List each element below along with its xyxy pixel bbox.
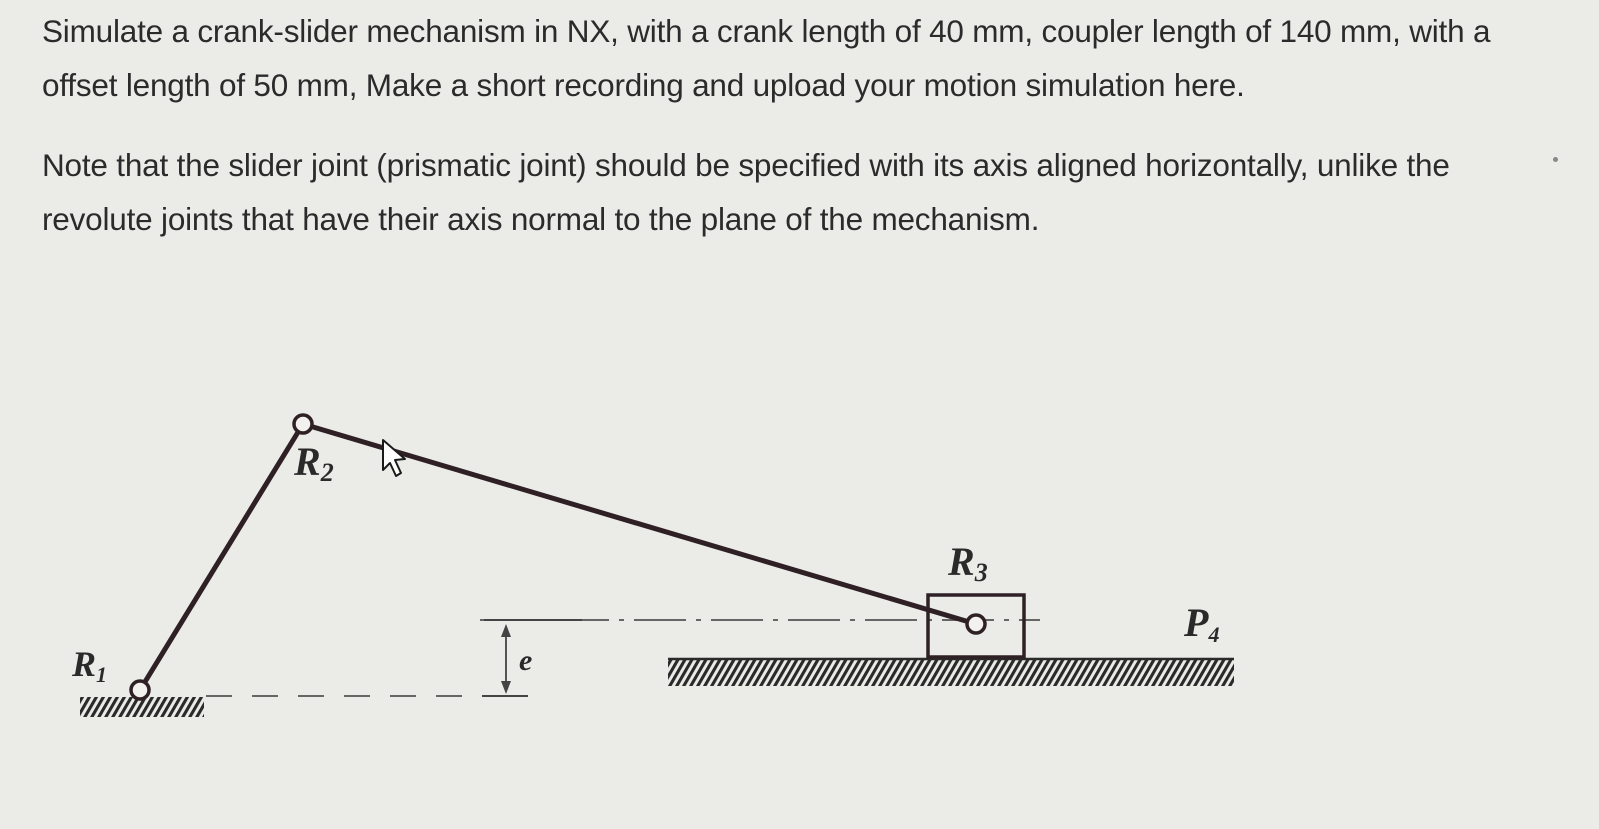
label-p4: P4 [1184,600,1220,647]
question-paragraph-2: Note that the slider joint (prismatic joint) should be specified with its axis aligned horizontally, unlike the revolute joints that have their axis normal to the plane of the mechanism. [42,147,1450,237]
joint-r2 [294,415,312,433]
ground-slider [668,659,1234,686]
label-r2: R2 [294,439,334,487]
mouse-cursor-icon [383,440,405,476]
offset-label: e [519,644,533,677]
label-r3: R3 [948,539,988,587]
label-r1: R1 [72,644,108,687]
joint-r1 [131,681,149,699]
joint-r3 [967,615,985,633]
question-paragraph-1: Simulate a crank-slider mechanism in NX, with a crank length of 40 mm, coupler length of 140 mm, with a offset length of 50 mm, Make a short recording and upload your motion simulation here. [42,13,1491,103]
coupler-link [303,424,976,624]
crank-link [140,424,303,690]
